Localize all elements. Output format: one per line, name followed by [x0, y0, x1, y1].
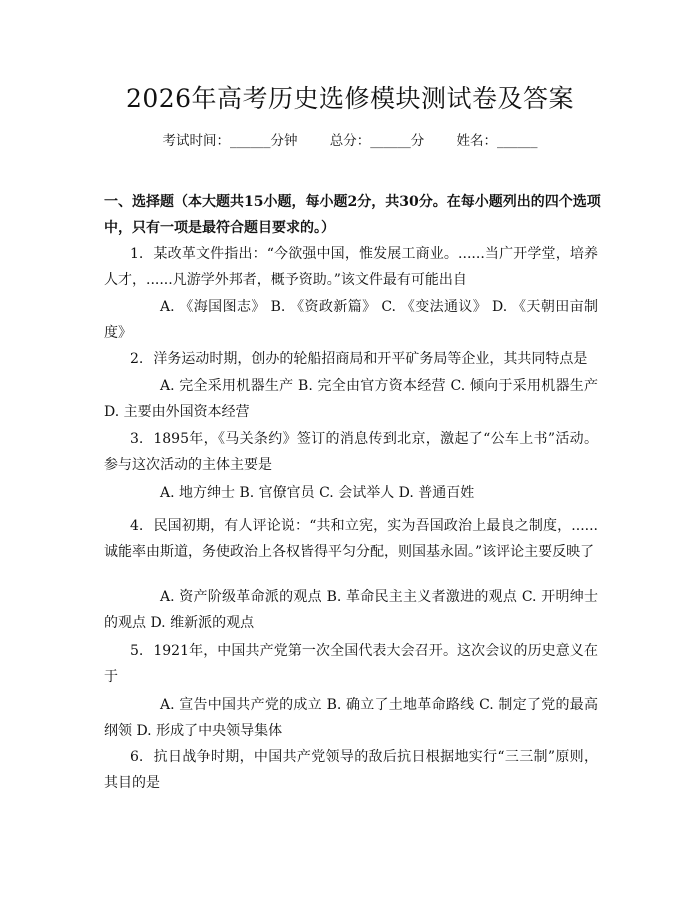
exam-time-field: 考试时间：______分钟	[162, 133, 298, 149]
page-title: 2026年高考历史选修模块测试卷及答案	[125, 84, 575, 113]
question-stem: 某改革文件指出：“今欲强中国，惟发展工商业。......当广开学堂，培养人才，......凡游学外邦者，概予资助。”该文件最有可能出自	[104, 246, 598, 288]
question-number: 5.	[130, 643, 144, 659]
question-stem: 洋务运动时期，创办的轮船招商局和开平矿务局等企业，其共同特点是	[153, 351, 588, 367]
question-4	[104, 513, 598, 565]
question-6	[104, 744, 598, 796]
question-5	[104, 638, 598, 690]
question-1	[104, 241, 598, 293]
question-2-options: A. 完全采用机器生产 B. 完全由官方资本经营 C. 倾向于采用机器生产 D. 主要由外国资本经营	[104, 378, 598, 420]
section-heading: 一、选择题（本大题共15小题，每小题2分，共30分。在每小题列出的四个选项中，只有一项是最符合题目要求的。）	[104, 194, 601, 236]
question-1-options: A. 《海国图志》 B. 《资政新篇》 C. 《变法通议》 D. 《天朝田亩制度》	[104, 299, 598, 341]
question-number: 2.	[130, 351, 144, 367]
question-2	[104, 346, 598, 372]
question-stem: 抗日战争时期，中国共产党领导的敌后抗日根据地实行“三三制”原则，其目的是	[104, 749, 598, 791]
question-stem: 1895年，《马关条约》签订的消息传到北京，激起了“公车上书”活动。参与这次活动的主体主要是	[104, 431, 598, 473]
student-name-field: 姓名：______	[456, 133, 538, 149]
question-number: 4.	[130, 518, 144, 534]
question-number: 3.	[130, 431, 144, 447]
question-3-options: A. 地方绅士 B. 官僚官员 C. 会试举人 D. 普通百姓	[160, 485, 475, 501]
question-number: 6.	[130, 749, 144, 765]
question-stem: 民国初期，有人评论说：“共和立宪，实为吾国政治上最良之制度，......诚能率由斯道，务使政治上各权皆得平匀分配，则国基永固。”该评论主要反映了	[104, 518, 598, 560]
total-score-field: 总分：______分	[329, 133, 425, 149]
question-5-options: A. 宣告中国共产党的成立 B. 确立了土地革命路线 C. 制定了党的最高纲领 D. 形成了中央领导集体	[104, 697, 598, 739]
question-stem: 1921年，中国共产党第一次全国代表大会召开。这次会议的历史意义在于	[104, 643, 598, 685]
exam-meta-line	[0, 131, 700, 151]
question-4-options: A. 资产阶级革命派的观点 B. 革命民主主义者激进的观点 C. 开明绅士的观点 D. 维新派的观点	[104, 589, 598, 631]
question-3	[104, 426, 598, 478]
question-number: 1.	[130, 246, 144, 262]
